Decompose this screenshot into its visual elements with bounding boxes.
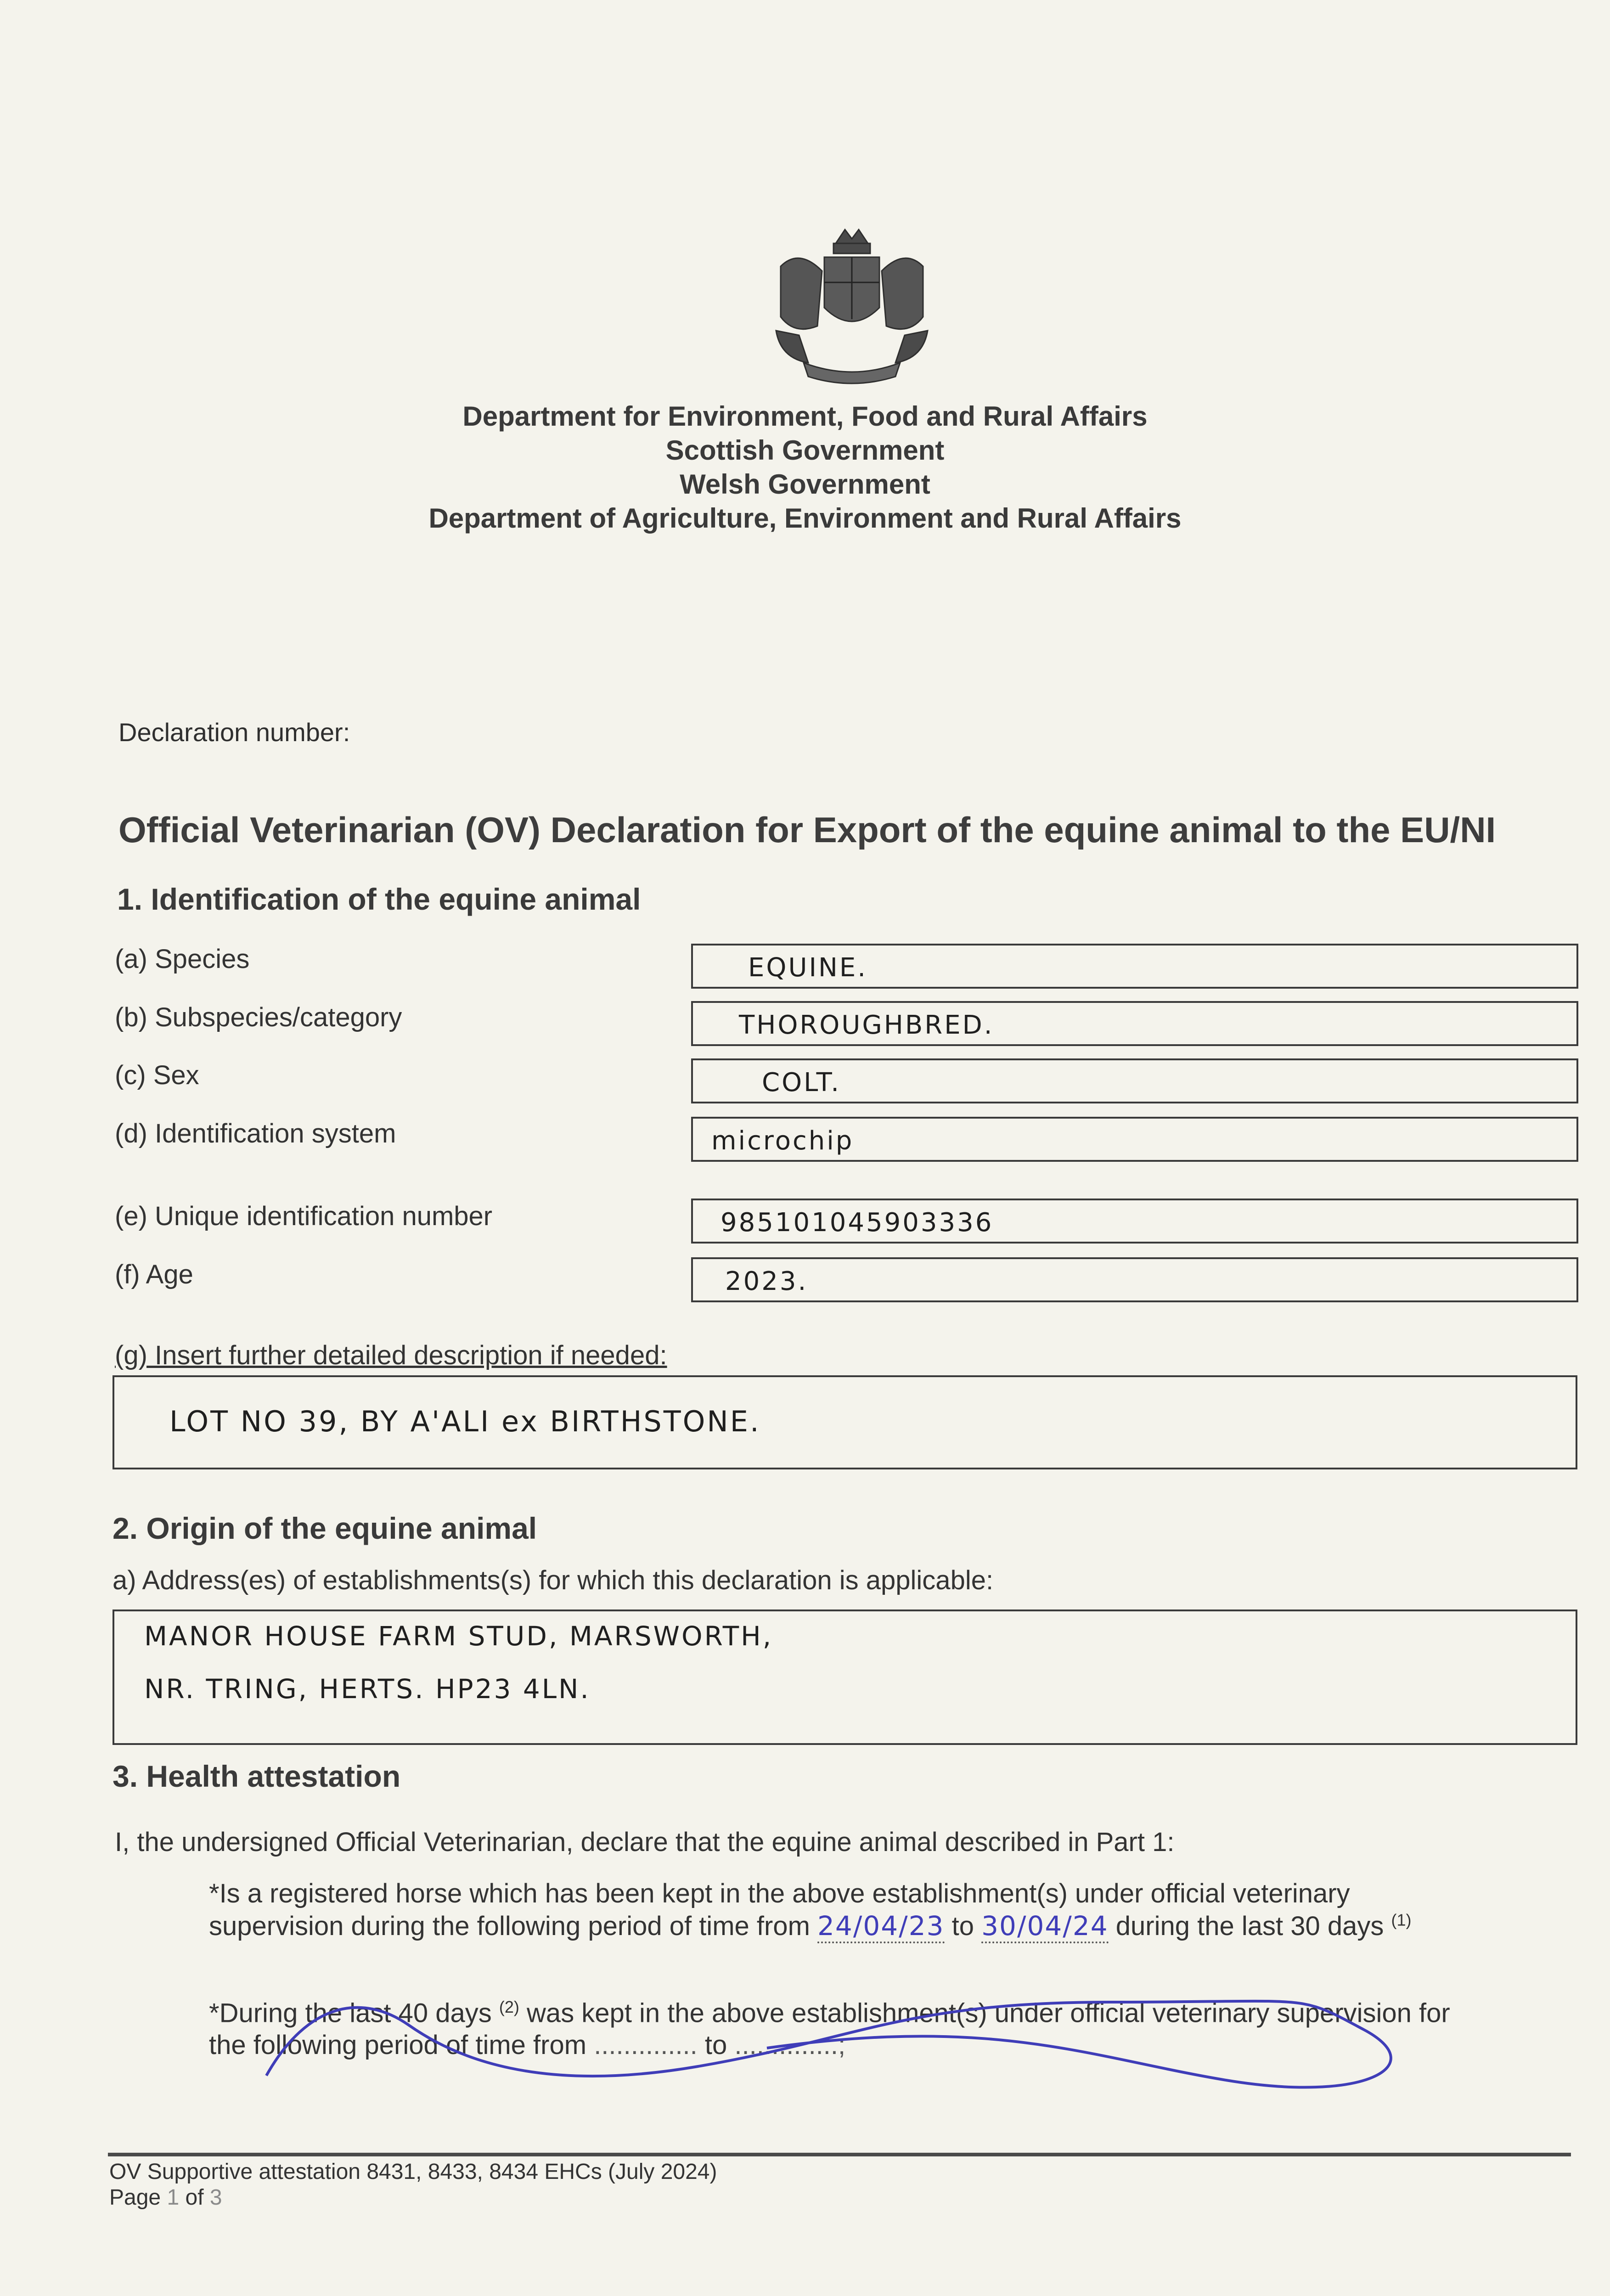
strike-through-squiggle	[216, 1975, 1548, 2112]
clause1-line2	[209, 1910, 1412, 1941]
department-name: Welsh Government	[680, 469, 930, 500]
footer-divider	[108, 2153, 1571, 2156]
species-label: (a) Species	[115, 944, 250, 974]
address-field[interactable]	[113, 1609, 1577, 1745]
unique-id-field[interactable]	[691, 1199, 1578, 1244]
footnote-1: (1)	[1391, 1910, 1412, 1930]
id-system-label: (d) Identification system	[115, 1119, 396, 1148]
royal-coat-of-arms-icon	[749, 225, 955, 390]
id-system-field[interactable]	[691, 1117, 1578, 1162]
clause2-text-a: *During the last 40 days	[209, 1998, 492, 2028]
section2-heading: 2. Origin of the equine animal	[113, 1511, 537, 1545]
species-value: EQUINE.	[748, 953, 868, 983]
clause2-to: to	[704, 2030, 727, 2060]
clause2-text-c: the following period of time from	[209, 2030, 587, 2060]
clause2-text-b: was kept in the above establishment(s) under official veterinary supervision for	[527, 1998, 1450, 2028]
department-name: Department for Environment, Food and Rural Affairs	[462, 401, 1148, 432]
department-name: Scottish Government	[665, 435, 945, 466]
page-indicator	[109, 2185, 222, 2210]
clause1-text-a: supervision during the following period of time from	[209, 1911, 810, 1941]
page-title: Official Veterinarian (OV) Declaration for Export of the equine animal to the EU/NI	[118, 810, 1496, 850]
page-word: Page	[109, 2185, 161, 2210]
footer-reference: OV Supportive attestation 8431, 8433, 8434 EHCs (July 2024)	[109, 2160, 717, 2184]
subspecies-field[interactable]	[691, 1001, 1578, 1046]
to-date-value[interactable]: 30/04/24	[981, 1910, 1109, 1943]
address-line-2: NR. TRING, HERTS. HP23 4LN.	[144, 1673, 591, 1705]
departments-block	[0, 400, 1610, 535]
footnote-2: (2)	[499, 1998, 519, 2016]
clause2-from-blank[interactable]: ..............	[594, 2030, 698, 2060]
further-description-field[interactable]	[113, 1375, 1577, 1469]
from-date-value[interactable]: 24/04/23	[817, 1910, 945, 1943]
clause2-to-blank[interactable]: ..............;	[734, 2030, 846, 2060]
department-name: Department of Agriculture, Environment and Rural Affairs	[428, 503, 1182, 534]
address-line-1: MANOR HOUSE FARM STUD, MARSWORTH,	[144, 1621, 773, 1652]
age-field[interactable]	[691, 1257, 1578, 1302]
clause1-line1: *Is a registered horse which has been kept in the above establishment(s) under official veterinary	[209, 1879, 1350, 1908]
further-description-label: (g) Insert further detailed description if needed:	[115, 1340, 667, 1370]
further-description-value: LOT NO 39, BY A'ALI ex BIRTHSTONE.	[169, 1405, 761, 1438]
age-label: (f) Age	[115, 1260, 193, 1289]
sex-field[interactable]	[691, 1058, 1578, 1103]
section1-heading: 1. Identification of the equine animal	[117, 882, 641, 916]
unique-id-value: 985101045903336	[721, 1208, 994, 1238]
section3-heading: 3. Health attestation	[113, 1759, 401, 1793]
subspecies-value: THOROUGHBRED.	[739, 1010, 994, 1040]
clause1-to: to	[951, 1911, 974, 1941]
sex-label: (c) Sex	[115, 1060, 199, 1090]
sex-value: COLT.	[762, 1068, 841, 1097]
clause1-text-b: during the last 30 days	[1115, 1911, 1384, 1941]
page-number: 1	[167, 2185, 180, 2210]
subspecies-label: (b) Subspecies/category	[115, 1002, 402, 1032]
age-value: 2023.	[725, 1266, 808, 1296]
attestation-intro: I, the undersigned Official Veterinarian, declare that the equine animal described in Part 1:	[115, 1827, 1175, 1857]
of-word: of	[185, 2185, 204, 2210]
page-total: 3	[209, 2185, 222, 2210]
id-system-value: microchip	[711, 1126, 854, 1156]
species-field[interactable]	[691, 944, 1578, 989]
declaration-number-label: Declaration number:	[118, 718, 350, 747]
unique-id-label: (e) Unique identification number	[115, 1201, 493, 1231]
address-label: a) Address(es) of establishments(s) for which this declaration is applicable:	[113, 1565, 994, 1595]
